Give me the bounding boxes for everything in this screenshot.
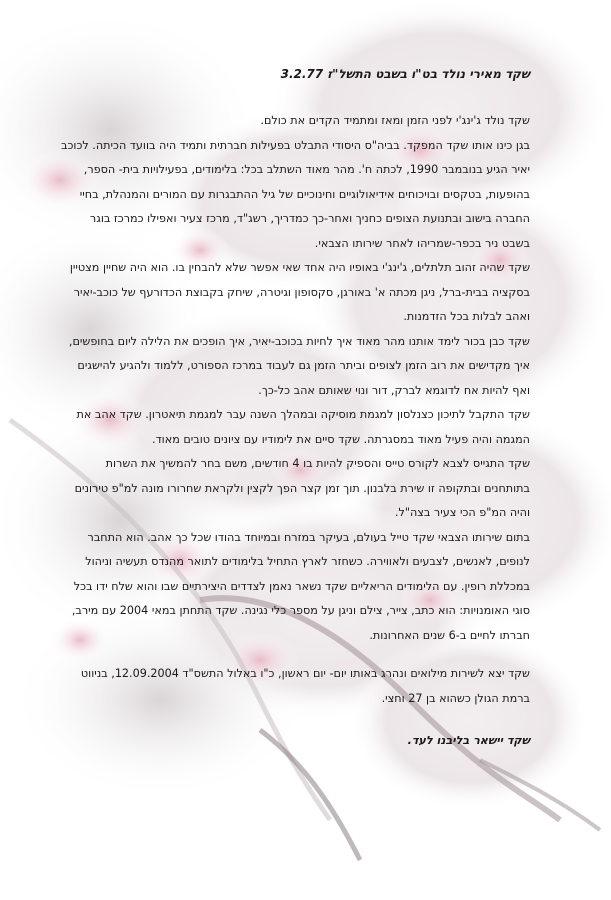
memorial-page [60, 62, 530, 754]
paragraph-personality: שקד שהיה זהוב תלתלים, ג'ינג'י באופיו היה אחד שאי אפשר שלא להבחין בו. הוא היה שחיין מצטיין בסקציה בבית-ברל, ניגן מכתה א' באורגן, סקסופון וגיטרה, שיחק בקבוצת הכדורעף של כוכב-יאיר ואהב לבלות בכל הזדמנות. [69, 261, 530, 323]
page-title: שקד מאירי נולד בט"ו בשבט התשל"ז 3.2.77 [280, 67, 530, 81]
paragraph-childhood: בגן כינו אותו שקד המפקד. בביה"ס היסודי התבלט בפעילות חברתית ותמיד היה בוועד הכיתה. לכוכב יאיר הגיע בנובמבר 1990, לכתה ח'. מהר מאוד השתלב בכל: בלימודים, בפעילויות בית- הספר, בהופעות, בטקסים ובויכוחים אידיאולוגיים וחינוכיים של גיל ההתבגרות עם המורים והמנהלת, בחיי החברה בישוב ובתנועת הצופים כחניך ואחר-כך כמדריך, רשג"ד, מרכז צעיר ואפילו כמרכז בוגר בשבט ניר בכפר-שמריהו לאחר שירותו הצבאי. [61, 138, 530, 250]
paragraph-after-army: בתום שירותו הצבאי שקד טייל בעולם, בעיקר במזרח ובמיוחד בהודו שכל כך אהב. הוא התחבר לנופים, לאנשים, לצבעים ולאווירה. כשחזר לארץ התחיל בלימודים לתואר מהנדס תעשיה וניהול במכללת רופין. עם הלימודים הריאליים שקד נשאר נאמן לצדדים היצירתיים שבו והוא שלח ידו בכל סוגי האומנויות: הוא כתב, צייר, צילם וניגן על מספר כלי נגינה. שקד התחתן במאי 2004 עם מירב, חברתו לחיים ב-6 שנים האחרונות. [71, 530, 530, 642]
paragraph-spacer [60, 648, 530, 662]
paragraph-military-service: שקד התגייס לצבא לקורס טייס והספיק להיות בו 4 חודשים, משם בחר להמשיך את השרות בתותחנים ובתקופה זו שירת בלבנון. תוך זמן קצר הפך לקצין ולקראת שחרורו מונה למ"פ טירונים והיה המ"פ הכי צעיר בצה"ל. [74, 457, 530, 519]
paragraph-death: שקד יצא לשירות מילואים ונהרג באותו יום- יום ראשון, כ"ו באלול התשס"ד 12.09.2004, בניווט ברמת הגולן כשהוא בן 27 וחצי. [80, 667, 530, 705]
paragraph-birth: שקד נולד ג'ינג'י לפני הזמן ומאז ומתמיד הקדים את כולם. [260, 114, 530, 127]
paragraph-eldest-son: שקד כבן בכור לימד אותנו מהר מאוד איך לחיות בכוכב-יאיר, איך הופכים את הלילה ליום בחופשים, איך מקדישים את רוב הזמן לצופים וביתר הזמן גם לעבוד במרכז הספורט, ללמוד ולהגיע להישגים ואף להיות אח לדוגמא לברק, דור ונוי שאותם אהב כל-כך. [68, 334, 530, 397]
closing-line: שקד יישאר בליבנו לעד. [407, 734, 530, 747]
paragraph-high-school: שקד התקבל לתיכון כצנלסון למגמת מוסיקה ובמהלך השנה עבר למגמת תיאטרון. שקד אהב את המגמה והיה פעיל מאוד במסגרתה. שקד סיים את לימודיו עם ציונים טובים מאוד. [76, 408, 530, 446]
